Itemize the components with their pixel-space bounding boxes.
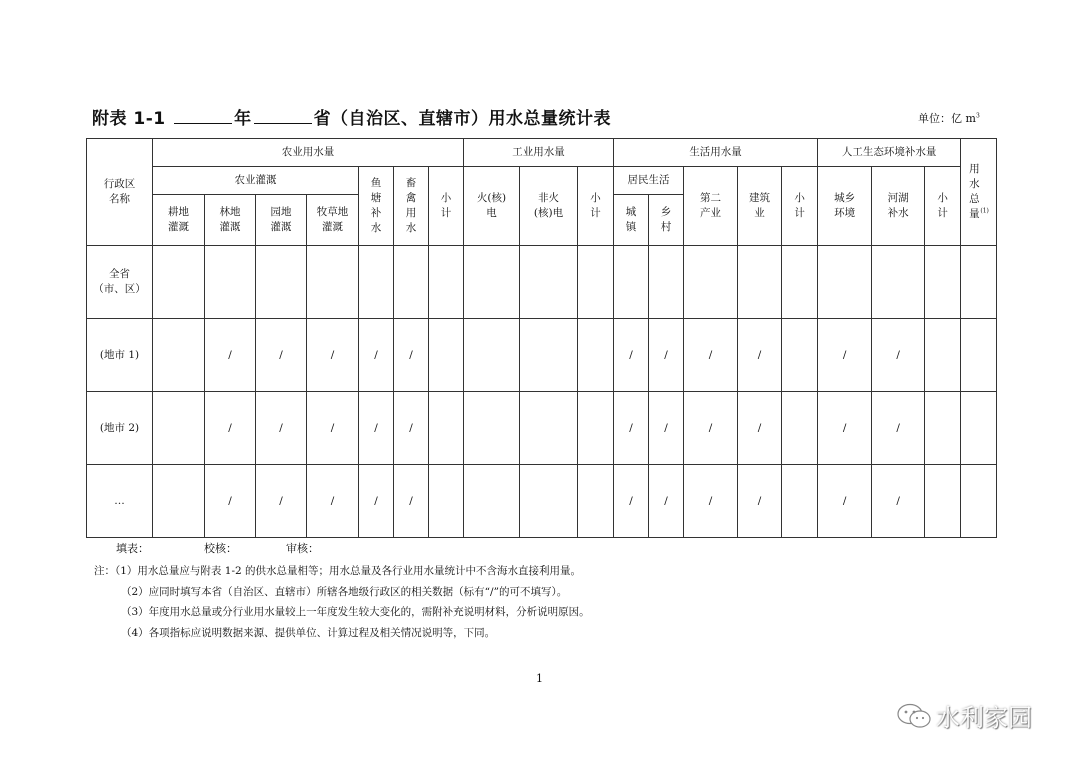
note-4: （4）各项指标应说明数据来源、提供单位、计算过程及相关情况说明等，下同。 <box>121 626 496 639</box>
note-2: （2）应同时填写本省（自治区、直辖市）所辖各地级行政区的相关数据（标有“/”的可不填写）。 <box>121 585 568 598</box>
na-cell: / <box>818 465 872 538</box>
page-number: 1 <box>536 672 543 685</box>
na-cell: / <box>649 392 684 465</box>
na-cell: / <box>872 465 925 538</box>
row-label: (地市 2) <box>87 392 153 465</box>
urbanrural-env-header: 城乡环境 <box>818 167 872 246</box>
na-cell: / <box>359 465 394 538</box>
na-cell: / <box>872 392 925 465</box>
na-cell: / <box>614 392 649 465</box>
year-blank <box>174 109 232 124</box>
province-blank <box>254 109 312 124</box>
na-cell: / <box>256 392 307 465</box>
nonthermal-header: 非火(核)电 <box>520 167 578 246</box>
na-cell: / <box>307 392 359 465</box>
note-1: 注：（1）用水总量应与附表 1-2 的供水总量相等；用水总量及各行业用水量统计中不含海水直接利用量。 <box>94 565 582 577</box>
na-cell: / <box>614 319 649 392</box>
table-row <box>87 465 997 538</box>
table-row <box>87 392 997 465</box>
thermal-header: 火(核)电 <box>464 167 520 246</box>
industry-header: 工业用水量 <box>464 139 614 167</box>
na-cell: / <box>649 319 684 392</box>
irrigation-header: 农业灌溉 <box>153 167 359 195</box>
urban-header: 城镇 <box>614 195 649 246</box>
row-label: … <box>87 465 153 538</box>
check-label: 校核： <box>204 542 237 555</box>
na-cell: / <box>205 319 256 392</box>
wechat-icon <box>896 702 932 730</box>
construction-header: 建筑业 <box>738 167 782 246</box>
rural-header: 乡村 <box>649 195 684 246</box>
domestic-header: 生活用水量 <box>614 139 818 167</box>
na-cell: / <box>684 465 738 538</box>
agri-subtotal-header: 小计 <box>429 167 464 246</box>
na-cell: / <box>614 465 649 538</box>
eco-header: 人工生态环境补水量 <box>818 139 961 167</box>
resident-header: 居民生活 <box>614 167 684 195</box>
unit-label <box>918 110 980 126</box>
title-rest: 省（自治区、直辖市）用水总量统计表 <box>313 109 612 129</box>
review-label: 审核： <box>286 542 319 555</box>
na-cell: / <box>205 465 256 538</box>
na-cell: / <box>307 465 359 538</box>
unit-sup: 3 <box>975 112 980 120</box>
na-cell: / <box>818 392 872 465</box>
na-cell: / <box>394 465 429 538</box>
na-cell: / <box>359 392 394 465</box>
total-header: 用水总量$^{(1)}$ <box>961 139 997 246</box>
domestic-subtotal-header: 小计 <box>782 167 818 246</box>
row-label: 全省 （市、区） <box>87 246 153 319</box>
water-use-table <box>86 138 997 538</box>
unit-text: 单位：亿 m <box>918 112 976 125</box>
na-cell: / <box>684 392 738 465</box>
garden-header: 园地灌溉 <box>256 195 307 246</box>
watermark-text: 水利家园 <box>936 704 1032 732</box>
row-label: (地市 1) <box>87 319 153 392</box>
region-header: 行政区名称 <box>87 139 153 246</box>
na-cell: / <box>307 319 359 392</box>
table-row <box>87 319 997 392</box>
livestock-header: 畜禽用水 <box>394 167 429 246</box>
table-row <box>87 246 997 319</box>
na-cell: / <box>256 465 307 538</box>
na-cell: / <box>256 319 307 392</box>
industry-subtotal-header: 小计 <box>578 167 614 246</box>
na-cell: / <box>872 319 925 392</box>
farmland-header: 耕地灌溉 <box>153 195 205 246</box>
title-year-suffix: 年 <box>234 109 252 129</box>
na-cell: / <box>205 392 256 465</box>
na-cell: / <box>738 392 782 465</box>
note-3: （3）年度用水总量或分行业用水量较上一年度发生较大变化的，需附补充说明材料，分析说明原因。 <box>121 606 590 618</box>
fishpond-header: 鱼塘补水 <box>359 167 394 246</box>
pasture-header: 牧草地灌溉 <box>307 195 359 246</box>
watermark <box>896 698 1032 733</box>
na-cell: / <box>818 319 872 392</box>
title-prefix: 附表 1-1 <box>92 109 166 129</box>
notes-block <box>94 561 590 643</box>
river-lake-header: 河湖补水 <box>872 167 925 246</box>
na-cell: / <box>738 465 782 538</box>
fill-label: 填表： <box>116 542 149 555</box>
tertiary-header: 第二产业 <box>684 167 738 246</box>
na-cell: / <box>649 465 684 538</box>
na-cell: / <box>394 392 429 465</box>
table-title <box>92 104 611 129</box>
forest-header: 林地灌溉 <box>205 195 256 246</box>
na-cell: / <box>394 319 429 392</box>
eco-subtotal-header: 小计 <box>925 167 961 246</box>
agri-header: 农业用水量 <box>153 139 464 167</box>
na-cell: / <box>359 319 394 392</box>
na-cell: / <box>684 319 738 392</box>
na-cell: / <box>738 319 782 392</box>
